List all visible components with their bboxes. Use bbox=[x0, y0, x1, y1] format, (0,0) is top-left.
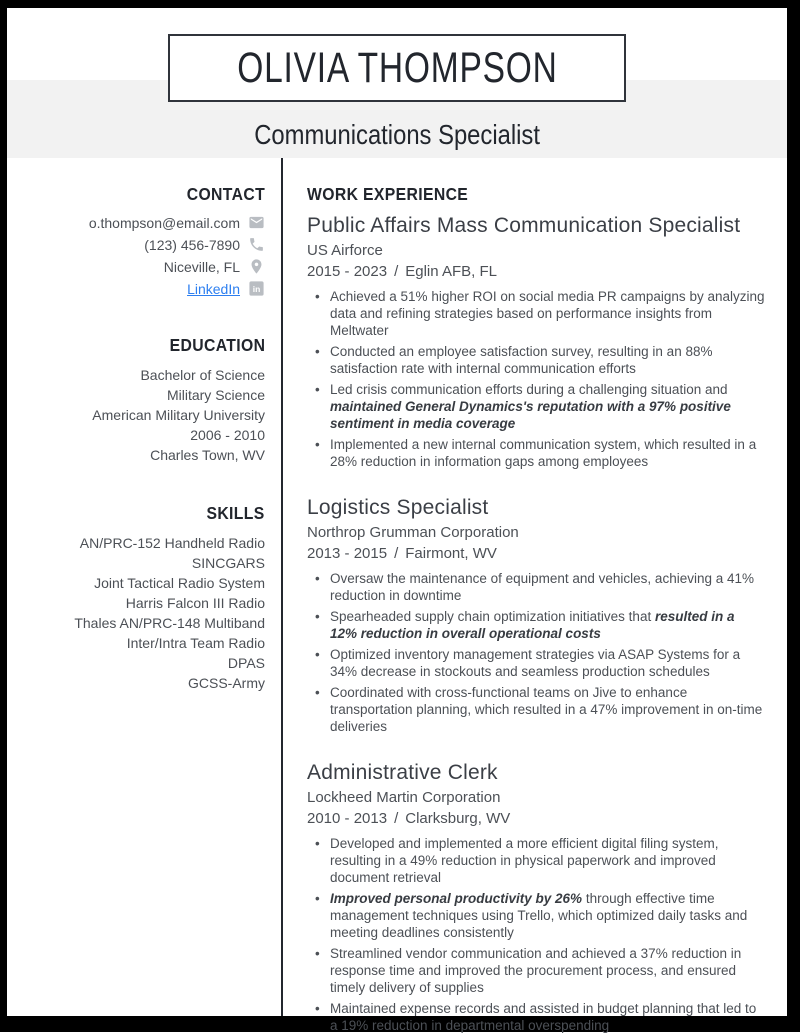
date-location-separator: / bbox=[394, 263, 399, 280]
job-bullets bbox=[307, 288, 765, 470]
job-location: Clarksburg, WV bbox=[405, 810, 511, 827]
job-entry bbox=[307, 214, 765, 470]
bullet-emphasis-text: Improved personal productivity by 26% bbox=[330, 891, 583, 906]
bullet-text: Coordinated with cross-functional teams on Jive to enhance transportation planning, which resulted in a 47% improvement in on-time deliveries bbox=[330, 685, 763, 734]
envelope-icon bbox=[248, 214, 265, 231]
job-dates: 2015 - 2023 bbox=[307, 263, 388, 280]
bullet-emphasis-text: resulted in a 12% reduction in overall operational costs bbox=[330, 609, 735, 641]
education-line: Charles Town, WV bbox=[150, 447, 265, 463]
job-title: Public Affairs Mass Communication Specialist bbox=[307, 214, 741, 237]
bullet-item bbox=[307, 945, 765, 996]
job-company: Lockheed Martin Corporation bbox=[307, 789, 501, 806]
phone-icon bbox=[248, 236, 265, 253]
date-location-separator: / bbox=[394, 545, 399, 562]
skills-section bbox=[31, 503, 265, 693]
contact-heading: CONTACT bbox=[186, 184, 265, 204]
education-list bbox=[31, 365, 265, 465]
education-line: American Military University bbox=[92, 407, 265, 423]
job-title: Administrative Clerk bbox=[307, 761, 498, 784]
date-location-separator: / bbox=[394, 810, 399, 827]
skill-item: SINCGARS bbox=[191, 555, 265, 571]
skill-item: Joint Tactical Radio System bbox=[94, 575, 265, 591]
bullet-text: Streamlined vendor communication and achieved a 37% reduction in response time and improved the procurement process, and ensured timely delivery of supplies bbox=[330, 946, 742, 995]
bullet-item bbox=[307, 1000, 765, 1034]
bullet-item bbox=[307, 646, 765, 680]
sidebar bbox=[7, 158, 281, 1016]
education-heading: EDUCATION bbox=[169, 335, 265, 355]
work-experience-column bbox=[283, 158, 787, 1033]
contact-item bbox=[31, 236, 265, 253]
skill-item: Thales AN/PRC-148 Multiband Inter/Intra Team Radio bbox=[74, 615, 265, 651]
bullet-text: through effective time management techniques using Trello, which optimized daily tasks and meeting deadlines consistently bbox=[330, 891, 748, 940]
person-name: OLIVIA THOMPSON bbox=[236, 43, 558, 92]
job-meta bbox=[307, 545, 765, 562]
location-pin-icon bbox=[248, 258, 265, 275]
bullet-text: Optimized inventory management strategies via ASAP Systems for a 34% decrease in stockouts and seamless production schedules bbox=[330, 647, 741, 679]
subtitle-wrap bbox=[7, 112, 787, 158]
work-experience-heading: WORK EXPERIENCE bbox=[307, 184, 469, 204]
bullet-text: Achieved a 51% higher ROI on social media PR campaigns by analyzing data and refining strategies based on performance insights from Meltwater bbox=[330, 289, 765, 338]
contact-item bbox=[31, 258, 265, 275]
job-entry bbox=[307, 761, 765, 1034]
job-title: Logistics Specialist bbox=[307, 496, 489, 519]
bullet-item bbox=[307, 835, 765, 886]
bullet-text: Implemented a new internal communication system, which resulted in a 28% reduction in information gaps among employees bbox=[330, 437, 757, 469]
contact-item-text: Niceville, FL bbox=[163, 258, 240, 275]
skill-item: AN/PRC-152 Handheld Radio bbox=[79, 535, 265, 551]
job-meta bbox=[307, 263, 765, 280]
bullet-item bbox=[307, 381, 765, 432]
resume-header bbox=[7, 8, 787, 158]
skill-item: Harris Falcon III Radio bbox=[125, 595, 265, 611]
skills-list bbox=[31, 533, 265, 693]
job-location: Eglin AFB, FL bbox=[405, 263, 497, 280]
content-columns bbox=[7, 158, 787, 1033]
bullet-text: Developed and implemented a more efficient digital filing system, resulting in a 49% reduction in physical paperwork and improved document retrieval bbox=[330, 836, 719, 885]
contact-item-text: (123) 456-7890 bbox=[144, 236, 240, 253]
bullet-text: Spearheaded supply chain optimization initiatives that bbox=[330, 609, 655, 624]
job-company: Northrop Grumman Corporation bbox=[307, 524, 519, 541]
bullet-text: Maintained expense records and assisted in budget planning that led to a 19% reduction in departmental overspending bbox=[330, 1001, 757, 1033]
education-line: Bachelor of Science bbox=[140, 367, 265, 383]
bullet-item bbox=[307, 890, 765, 941]
bullet-item bbox=[307, 570, 765, 604]
job-dates: 2010 - 2013 bbox=[307, 810, 388, 827]
contact-section bbox=[31, 184, 265, 297]
bullet-item bbox=[307, 608, 765, 642]
job-bullets bbox=[307, 570, 765, 735]
contact-item bbox=[31, 214, 265, 231]
bullet-item bbox=[307, 684, 765, 735]
job-location: Fairmont, WV bbox=[405, 545, 497, 562]
jobs-list bbox=[307, 214, 765, 1034]
job-entry bbox=[307, 496, 765, 735]
job-company: US Airforce bbox=[307, 242, 383, 259]
bullet-item bbox=[307, 288, 765, 339]
education-line: 2006 - 2010 bbox=[190, 427, 265, 443]
job-dates: 2013 - 2015 bbox=[307, 545, 388, 562]
contact-list bbox=[31, 214, 265, 297]
bullet-text: Conducted an employee satisfaction survey, resulting in an 88% satisfaction rate with internal communication efforts bbox=[330, 344, 713, 376]
linkedin-link[interactable]: LinkedIn bbox=[187, 280, 240, 297]
job-bullets bbox=[307, 835, 765, 1034]
name-box bbox=[168, 34, 626, 102]
skill-item: DPAS bbox=[227, 655, 265, 671]
skills-heading: SKILLS bbox=[206, 503, 265, 523]
job-meta bbox=[307, 810, 765, 827]
svg-text:in: in bbox=[252, 284, 261, 295]
contact-item bbox=[31, 280, 265, 297]
skill-item: GCSS-Army bbox=[188, 675, 265, 691]
linkedin-icon bbox=[248, 280, 265, 297]
education-section bbox=[31, 335, 265, 465]
bullet-item bbox=[307, 436, 765, 470]
contact-item-text: o.thompson@email.com bbox=[88, 214, 240, 231]
education-line: Military Science bbox=[166, 387, 265, 403]
job-headline: Communications Specialist bbox=[254, 119, 540, 150]
bullet-item bbox=[307, 343, 765, 377]
bullet-text: Oversaw the maintenance of equipment and vehicles, achieving a 41% reduction in downtime bbox=[330, 571, 755, 603]
bullet-emphasis-text: maintained General Dynamics's reputation with a 97% positive sentiment in media coverage bbox=[330, 399, 731, 431]
bullet-text: Led crisis communication efforts during a challenging situation and bbox=[330, 382, 728, 397]
